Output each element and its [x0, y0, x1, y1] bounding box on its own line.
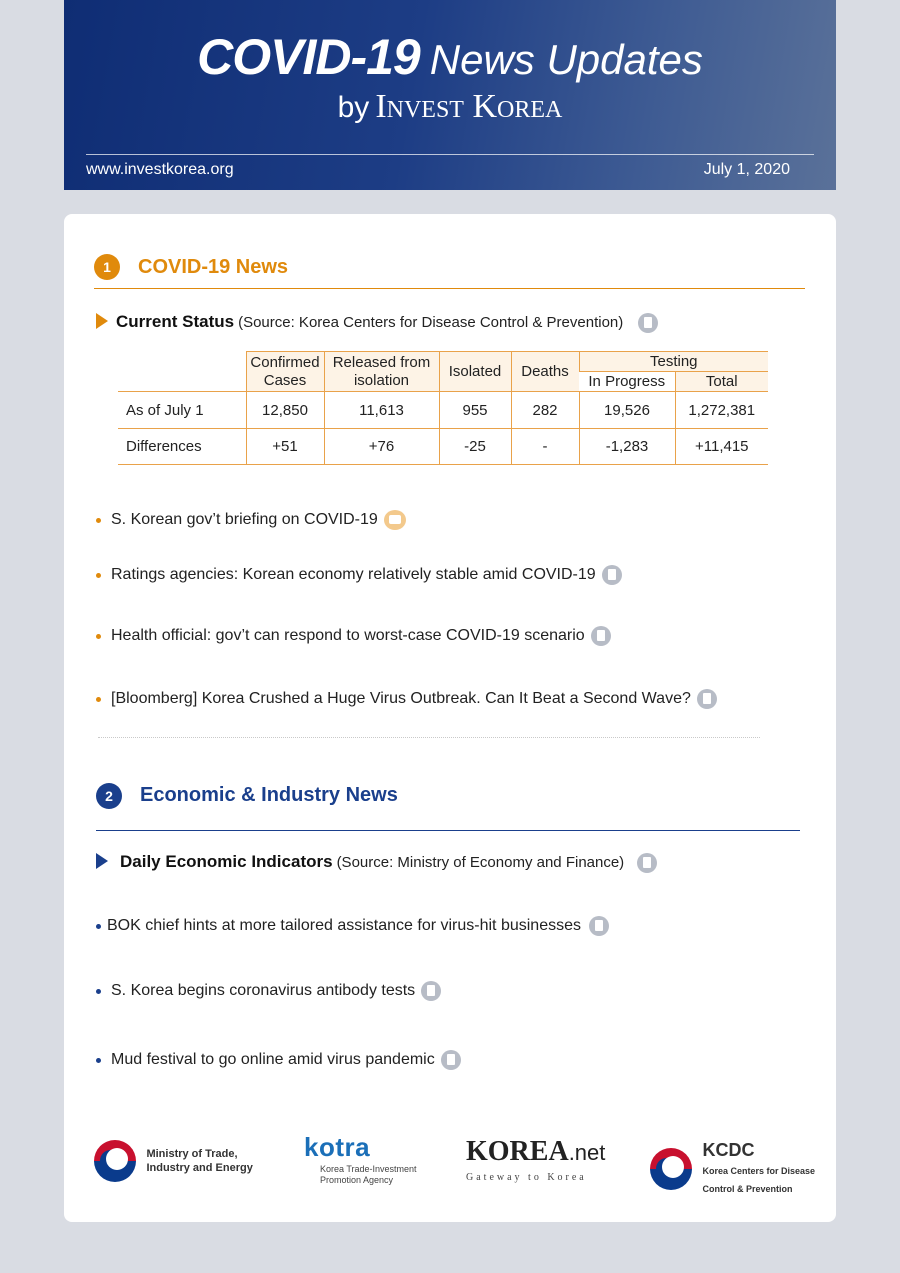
section2-number-badge: 2: [96, 783, 122, 809]
cell-released: +76: [324, 429, 439, 465]
current-status-table: [118, 351, 768, 465]
table-row: [118, 429, 768, 465]
taegeuk-icon: [94, 1140, 136, 1182]
section1-title: COVID-19 News: [138, 256, 289, 278]
current-status-source: (Source: Korea Centers for Disease Control & Prevention): [238, 314, 624, 331]
motie-line1: Ministry of Trade,: [146, 1148, 238, 1160]
cell-in-progress: 19,526: [579, 392, 675, 429]
issue-date: July 1, 2020: [703, 161, 790, 178]
row-label: Differences: [118, 429, 246, 465]
col-header-total: Total: [675, 372, 768, 392]
cell-released: 11,613: [324, 392, 439, 429]
title-bold: COVID-19: [197, 29, 420, 85]
section1-number-badge: 1: [94, 254, 120, 280]
section2-divider: [96, 830, 800, 831]
korea-net-wordmark: KOREA: [466, 1136, 569, 1167]
cell-deaths: 282: [511, 392, 579, 429]
subtitle-brand: Invest Korea: [375, 88, 563, 125]
bullet-icon: [96, 634, 101, 639]
cell-confirmed: 12,850: [246, 392, 324, 429]
list-item[interactable]: [96, 565, 622, 585]
bullet-icon: [96, 573, 101, 578]
document-icon[interactable]: [602, 565, 622, 585]
document-icon[interactable]: [591, 626, 611, 646]
current-status-label: Current Status: [116, 312, 235, 331]
cell-total: 1,272,381: [675, 392, 768, 429]
document-icon[interactable]: [638, 313, 658, 333]
daily-indicators-heading: [96, 852, 657, 873]
website-link[interactable]: www.investkorea.org: [86, 161, 234, 178]
cell-isolated: -25: [439, 429, 511, 465]
kotra-line1: Korea Trade-Investment: [320, 1164, 417, 1174]
header-banner: [64, 0, 836, 190]
bullet-icon: [96, 924, 101, 929]
bullet-icon: [96, 697, 101, 702]
video-icon[interactable]: [384, 510, 406, 530]
page-subtitle: [64, 88, 836, 126]
korea-net-tagline: Gateway to Korea: [466, 1172, 587, 1183]
title-light: News Updates: [429, 36, 703, 83]
news-link[interactable]: Health official: gov’t can respond to worst-case COVID-19 scenario: [111, 627, 585, 645]
list-item[interactable]: [96, 981, 441, 1001]
list-item[interactable]: [96, 1050, 461, 1070]
kcdc-line1: Korea Centers for Disease: [702, 1166, 816, 1176]
header-divider: [86, 154, 814, 155]
table-row: [118, 392, 768, 429]
kotra-line2: Promotion Agency: [320, 1175, 394, 1185]
list-item[interactable]: [96, 689, 717, 709]
subtitle-by: by: [337, 91, 370, 124]
bullet-icon: [96, 518, 101, 523]
cell-isolated: 955: [439, 392, 511, 429]
kcdc-line2: Control & Prevention: [702, 1184, 793, 1194]
korea-net-suffix: .net: [568, 1140, 606, 1165]
document-icon[interactable]: [637, 853, 657, 873]
cell-in-progress: -1,283: [579, 429, 675, 465]
cell-confirmed: +51: [246, 429, 324, 465]
cell-total: +11,415: [675, 429, 768, 465]
row-label: As of July 1: [118, 392, 246, 429]
list-item[interactable]: [96, 510, 406, 530]
taegeuk-icon: [650, 1148, 692, 1190]
list-item[interactable]: [96, 916, 609, 936]
news-link[interactable]: Ratings agencies: Korean economy relatively stable amid COVID-19: [111, 566, 596, 584]
document-icon[interactable]: [441, 1050, 461, 1070]
daily-indicators-source: (Source: Ministry of Economy and Finance): [336, 854, 625, 871]
col-header-released: Released from isolation: [324, 352, 439, 392]
kcdc-logo[interactable]: [650, 1140, 815, 1197]
col-header-confirmed: Confirmed Cases: [246, 352, 324, 392]
kotra-wordmark: kotra: [304, 1132, 371, 1162]
col-header-in-progress: In Progress: [579, 372, 675, 392]
section1-divider: [94, 288, 805, 289]
news-link[interactable]: Mud festival to go online amid virus pandemic: [111, 1051, 435, 1069]
col-header-deaths: Deaths: [511, 352, 579, 392]
content-card: [64, 214, 836, 1222]
news-link[interactable]: [Bloomberg] Korea Crushed a Huge Virus Outbreak. Can It Beat a Second Wave?: [111, 690, 691, 708]
motie-line2: Industry and Energy: [146, 1162, 253, 1174]
korea-net-logo[interactable]: [466, 1138, 605, 1183]
news-link[interactable]: S. Korean gov’t briefing on COVID-19: [111, 511, 378, 529]
daily-indicators-label: Daily Economic Indicators: [120, 852, 333, 871]
triangle-bullet-icon: [96, 853, 108, 869]
col-header-isolated: Isolated: [439, 352, 511, 392]
document-icon[interactable]: [421, 981, 441, 1001]
section2-title: Economic & Industry News: [140, 784, 398, 806]
kotra-logo[interactable]: [304, 1134, 417, 1186]
bullet-icon: [96, 989, 101, 994]
section-separator: [98, 737, 760, 738]
document-icon[interactable]: [589, 916, 609, 936]
col-header-testing: Testing: [579, 352, 768, 372]
footer-logos: [64, 1132, 836, 1192]
news-link[interactable]: BOK chief hints at more tailored assistance for virus-hit businesses: [107, 917, 581, 935]
news-link[interactable]: S. Korea begins coronavirus antibody tests: [111, 982, 416, 1000]
triangle-bullet-icon: [96, 313, 108, 329]
list-item[interactable]: [96, 626, 611, 646]
document-icon[interactable]: [697, 689, 717, 709]
current-status-heading: [96, 312, 658, 333]
kcdc-wordmark: KCDC: [702, 1140, 755, 1160]
cell-deaths: -: [511, 429, 579, 465]
bullet-icon: [96, 1058, 101, 1063]
page-title: [64, 28, 836, 86]
motie-logo[interactable]: [94, 1140, 253, 1182]
